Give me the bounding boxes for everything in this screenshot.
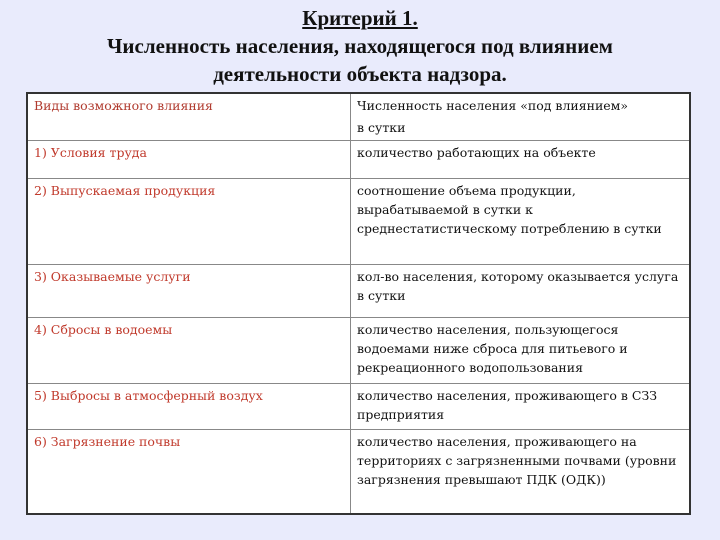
table-header-row [27,93,690,141]
row-influence-type: 4) Сбросы в водоемы [27,318,351,384]
table-row [27,384,690,430]
header-influence-types: Виды возможного влияния [27,93,351,141]
header-population-line1: Численность населения «под влиянием» [357,98,629,113]
influence-table [26,92,691,515]
row-influence-type: 1) Условия труда [27,141,351,179]
table-row [27,179,690,265]
row-population-measure: количество работающих на объекте [351,141,691,179]
table-row [27,265,690,318]
row-influence-type: 2) Выпускаемая продукция [27,179,351,265]
header-population-line2: в сутки [357,120,406,135]
page-title [0,4,720,88]
title-line-criterion: Критерий 1. [302,6,418,30]
row-influence-type: 3) Оказываемые услуги [27,265,351,318]
row-population-measure: количество населения, пользующегося водоемами ниже сброса для питьевого и рекреационного водопользования [351,318,691,384]
row-influence-type: 5) Выбросы в атмосферный воздух [27,384,351,430]
row-population-measure: количество населения, проживающего на территориях с загрязненными почвами (уровни загрязнения превышают ПДК (ОДК)) [351,430,691,515]
title-line-population: Численность населения, находящегося под влиянием [107,34,613,58]
row-population-measure: соотношение объема продукции, вырабатываемой в сутки к среднестатистическому потреблению в сутки [351,179,691,265]
title-line-object: деятельности объекта надзора. [213,62,507,86]
table-row [27,318,690,384]
row-influence-type: 6) Загрязнение почвы [27,430,351,515]
row-population-measure: количество населения, проживающего в СЗЗ предприятия [351,384,691,430]
table-row [27,141,690,179]
row-population-measure: кол-во населения, которому оказывается услуга в сутки [351,265,691,318]
table-row [27,430,690,515]
header-population-per-day [351,93,691,141]
